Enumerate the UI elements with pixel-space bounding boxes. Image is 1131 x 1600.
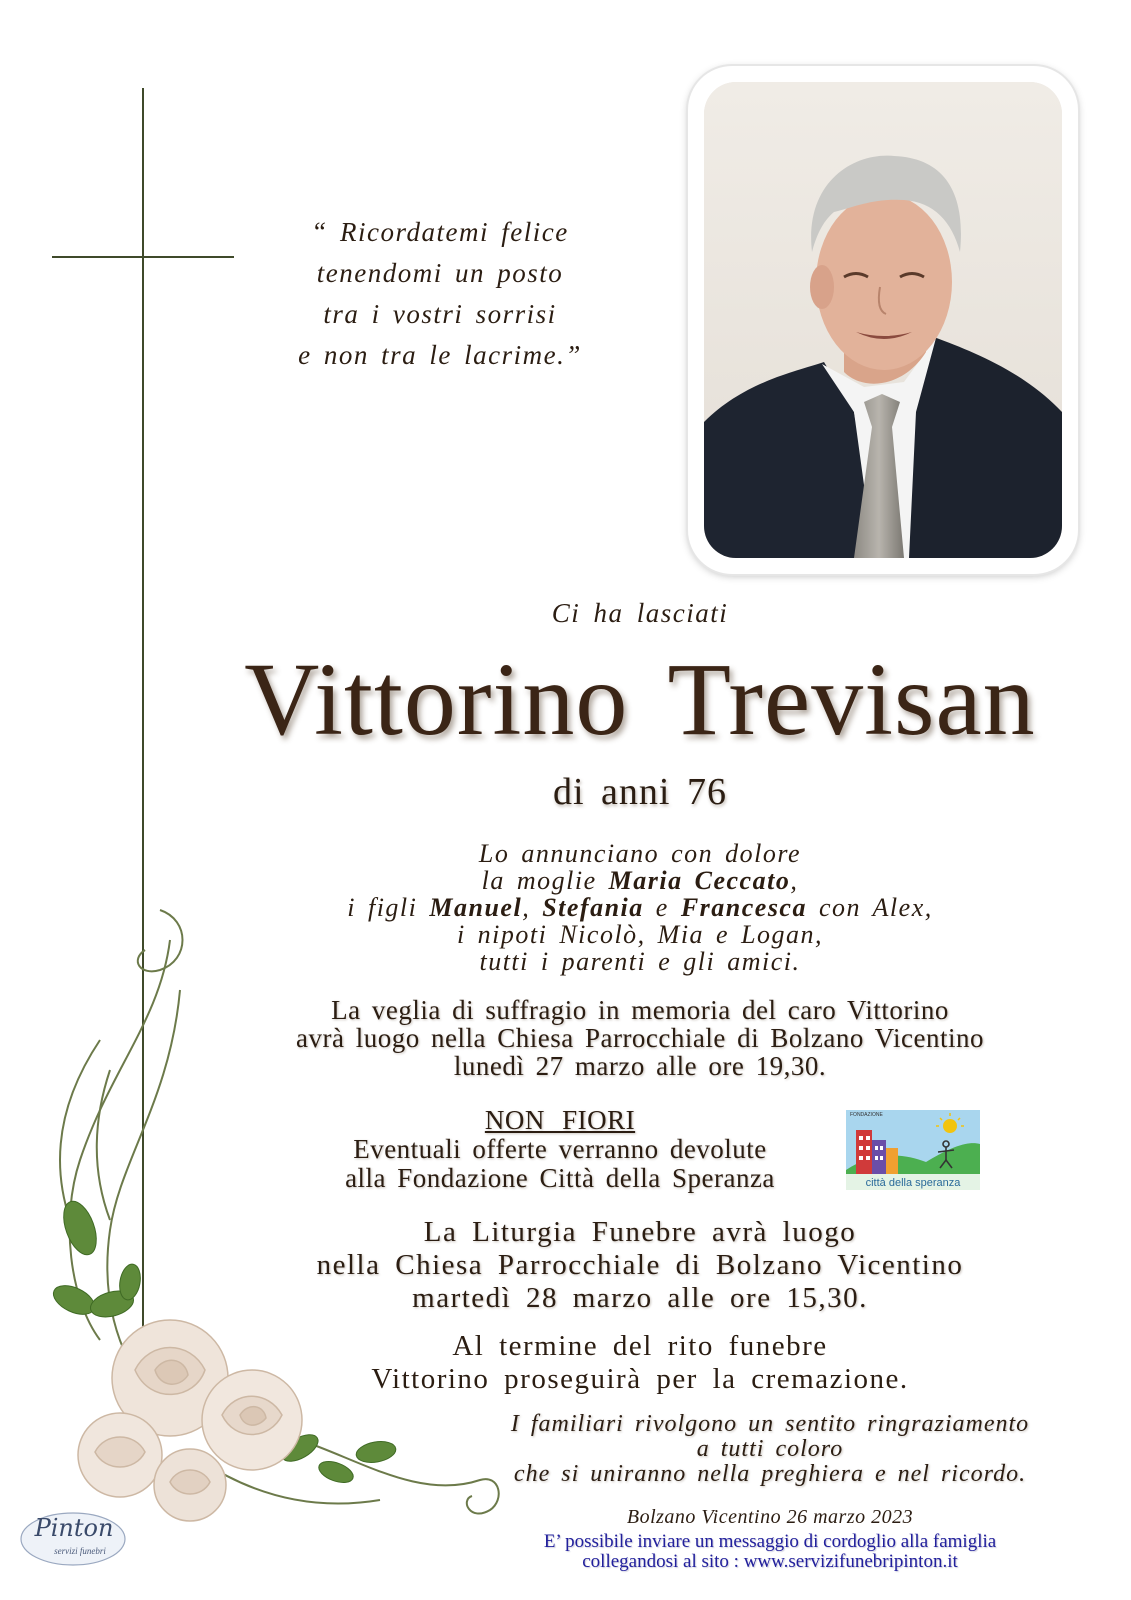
announcement-text: e [655,893,669,922]
quote-line: e non tra le lacrime.” [298,340,582,370]
brand-name: Pinton [34,1514,114,1542]
foundation-logo-graphic [846,1110,980,1190]
quote-line: tra i vostri sorrisi [323,299,557,329]
liturgy-line: nella Chiesa Parrocchiale di Bolzano Vicentino [316,1249,964,1281]
condolence-line: E’ possibile inviare un messaggio di cordoglio alla famiglia [543,1531,997,1552]
announcement-line: i figli Manuel, Stefania e Francesca con Alex, [347,893,933,922]
no-flowers-line: alla Fondazione Città della Speranza [345,1163,775,1193]
deceased-age: di anni 76 [553,771,727,813]
vigil-line: avrà luogo nella Chiesa Parrocchiale di Bolzano Vicentino [296,1023,984,1053]
logo-caption: città della speranza [865,1177,961,1189]
announcement-text: la moglie [481,866,597,895]
announcement-line [240,867,1040,894]
cremation-line: Al termine del rito funebre [452,1330,828,1362]
memorial-quote [260,212,620,376]
child-name: Manuel [429,893,523,922]
child-name: Stefania [542,893,644,922]
announcement-text: i figli [347,893,418,922]
portrait-illustration [704,82,1062,558]
foundation-logo [846,1110,980,1190]
place-date: Bolzano Vicentino 26 marzo 2023 [626,1506,914,1528]
announcement-text: con Alex, [818,893,933,922]
vigil-line: lunedì 27 marzo alle ore 19,30. [453,1051,827,1081]
thanks-line: a tutti coloro [696,1436,844,1462]
no-flowers-title: NON FIORI [484,1105,636,1135]
cross-horizontal-bar [52,256,234,258]
child-name: Francesca [680,893,807,922]
quote-line: tenendomi un posto [316,258,564,288]
deceased-name: Vittorino Trevisan [244,642,1036,757]
liturgy-line: La Liturgia Funebre avrà luogo [423,1216,857,1248]
condolence-link[interactable]: collegandosi al sito : www.servizifunebripinton.it [582,1551,958,1572]
logo-top-text: FONDAZIONE [850,1112,883,1118]
announcement-line: i nipoti Nicolò, Mia e Logan, [456,920,824,949]
vigil-line: La veglia di suffragio in memoria del caro Vittorino [331,995,949,1025]
brand-subtitle: servizi funebri [54,1546,106,1556]
announcement-text: , [790,866,799,895]
portrait-photo [704,82,1062,558]
intro-text: Ci ha lasciati [551,598,729,628]
cremation-line: Vittorino proseguirà per la cremazione. [371,1363,909,1395]
liturgy-line: martedì 28 marzo alle ore 15,30. [412,1282,868,1314]
thanks-line: che si uniranno nella preghiera e nel ricordo. [513,1461,1027,1487]
quote-line: “ Ricordatemi felice [311,217,569,247]
announcement-line: Lo annunciano con dolore [478,839,802,868]
no-flowers-line: Eventuali offerte verranno devolute [353,1134,767,1164]
thanks-line: I familiari rivolgono un sentito ringraziamento [510,1411,1030,1437]
announcement-line: tutti i parenti e gli amici. [479,947,801,976]
wife-name: Maria Ceccato [608,866,791,895]
floral-decoration [0,900,560,1600]
